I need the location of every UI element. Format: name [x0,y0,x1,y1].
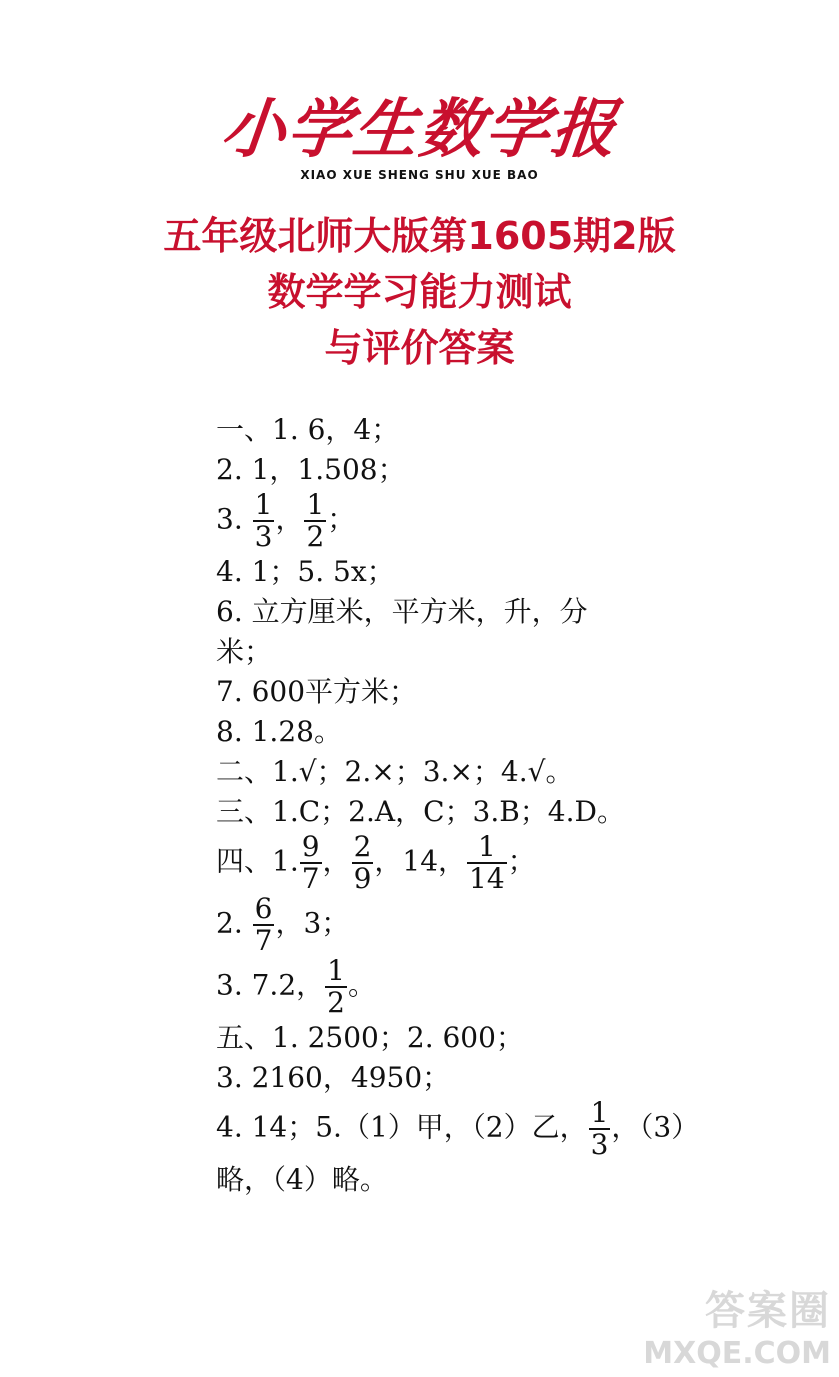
watermark [643,1279,831,1371]
denominator: 2 [327,986,345,1019]
denominator: 9 [353,862,372,895]
numerator: 1 [306,488,325,521]
answer-list [216,410,700,1200]
answer-line: 6. 立方厘米，平方米，升，分 [216,595,588,628]
fraction [304,490,326,552]
answer-line: 8. 1.28。 [216,715,342,748]
title-line-1: 五年级北师大版第1605期2版 [163,214,676,258]
answer-line: 一、1. 6，4； [216,413,400,446]
answer-text: ，3； [275,906,350,940]
answer-text: ，（3） [611,1110,700,1144]
title-line-2: 数学学习能力测试 [267,270,572,314]
answer-line: 4. 1；5. 5x； [216,555,395,588]
denominator: 7 [254,924,273,957]
numerator: 6 [254,892,273,925]
answer-line: 略，（4）略。 [216,1163,388,1196]
newspaper-logo [0,78,839,182]
numerator: 1 [327,954,345,987]
answer-text: ，14， [374,844,467,878]
answer-text: 2. [216,906,252,940]
answer-text: ； [507,844,536,878]
answer-line [216,490,656,552]
numerator: 9 [301,830,320,863]
answer-text: 3. 7.2， [216,968,325,1002]
answer-line [216,894,656,956]
denominator: 14 [469,862,505,895]
logo-pinyin: XIAO XUE SHENG SHU XUE BAO [300,168,539,182]
fraction [325,956,347,1018]
numerator: 1 [254,488,273,521]
answer-line: 米； [216,635,273,668]
answer-line: 五、1. 2500；2. 600； [216,1021,524,1054]
numerator: 1 [477,830,496,863]
answer-line: 三、1.C；2.A，C；3.B；4.D。 [216,795,625,828]
watermark-text: 答案圈 [705,1288,831,1334]
fraction [467,832,507,894]
title-line-3: 与评价答案 [324,326,515,370]
fraction [253,894,275,956]
numerator: 1 [590,1096,609,1129]
answer-text: ， [275,502,304,536]
fraction [253,490,275,552]
denominator: 2 [306,520,325,553]
answer-text: 四、1. [216,844,299,878]
answer-text: ； [327,502,356,536]
logo-title: 小学生数学报 [216,92,621,167]
fraction [589,1098,611,1160]
numerator: 2 [353,830,372,863]
answer-line: 7. 600平方米； [216,675,418,708]
answer-line: 2. 1，1.508； [216,453,406,486]
denominator: 3 [590,1128,609,1161]
watermark-url: MXQE.COM [643,1336,831,1371]
fraction [300,832,322,894]
answer-line [216,1096,700,1161]
answer-text: ， [322,844,351,878]
answer-text: 4. 14；5.（1）甲，（2）乙， [216,1110,588,1144]
answer-line: 二、1.√；2.×；3.×；4.√。 [216,755,574,788]
page-title [0,208,839,376]
denominator: 3 [254,520,273,553]
answer-text: 。 [347,968,376,1002]
answer-text: 3. [216,502,252,536]
answer-line: 3. 2160，4950； [216,1061,451,1094]
denominator: 7 [301,862,320,895]
fraction [352,832,374,894]
answer-line [216,956,656,1018]
answer-line [216,832,656,894]
